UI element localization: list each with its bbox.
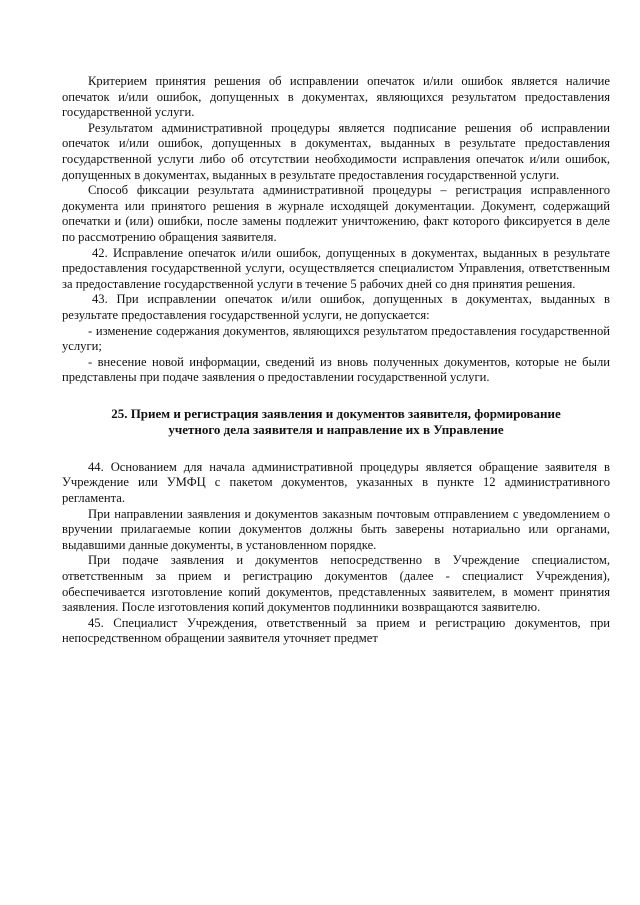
paragraph-result: Результатом административной процедуры является подписание решения об исправлении опечаток и/или ошибок, допущенных в документах, выданных в результате предоставления государственной услуги либо об отсутствии необходимости исправления опечаток и/или ошибок, допущенных в документах, выданных в результате предоставления государственной услуги. (62, 120, 610, 182)
paragraph-item-42: 42. Исправление опечаток и/или ошибок, допущенных в документах, выданных в результате предоставления государственной услуги, осуществляется специалистом Управления, ответственным за предоставление государственной услуги в течение 5 рабочих дней со дня принятия решения. (62, 245, 610, 291)
document-page (62, 74, 610, 647)
paragraph-postal-submission: При направлении заявления и документов заказным почтовым отправлением с уведомлением о вручении прилагаемые копии документов должны быть заверены нотариально или органами, выдавшими данные документы, в установленном порядке. (62, 506, 610, 552)
section-heading-line-1: 25. Прием и регистрация заявления и документов заявителя, формирование (111, 405, 561, 421)
section-heading-line-2: учетного дела заявителя и направление их в Управление (168, 421, 504, 437)
paragraph-fixation-method: Способ фиксации результата административной процедуры – регистрация исправленного документа или принятого решения в журнале исходящей документации. Документ, содержащий опечатки и (или) ошибки, после замены подлежит уничтожению, факт которого фиксируется в деле по рассмотрению обращения заявителя. (62, 183, 610, 244)
paragraph-criterion: Критерием принятия решения об исправлении опечаток и/или ошибок является наличие опечаток и/или ошибок, допущенных в документах, являющихся результатом предоставления государственной услуги. (62, 74, 610, 120)
section-heading-25 (62, 406, 610, 438)
list-item-content-change: - изменение содержания документов, являющихся результатом предоставления государственной услуги; (62, 323, 610, 354)
paragraph-direct-submission: При подаче заявления и документов непосредственно в Учреждение специалистом, ответственным за прием и регистрацию документов (далее - специалист Учреждения), обеспечивается изготовление копий документов, представленных заявителем, в момент принятия заявления. После изготовления копий документов подлинники возвращаются заявителю. (62, 553, 610, 615)
paragraph-item-45: 45. Специалист Учреждения, ответственный за прием и регистрацию документов, при непосредственном обращении заявителя уточняет предмет (62, 615, 610, 646)
paragraph-item-44: 44. Основанием для начала административной процедуры является обращение заявителя в Учреждение или УМФЦ с пакетом документов, указанных в пункте 12 административного регламента. (62, 459, 610, 506)
list-item-new-information: - внесение новой информации, сведений из вновь полученных документов, которые не были представлены при подаче заявления о предоставлении государственной услуги. (62, 354, 610, 385)
paragraph-item-43: 43. При исправлении опечаток и/или ошибок, допущенных в документах, выданных в результате предоставления государственной услуги, не допускается: (62, 292, 610, 322)
